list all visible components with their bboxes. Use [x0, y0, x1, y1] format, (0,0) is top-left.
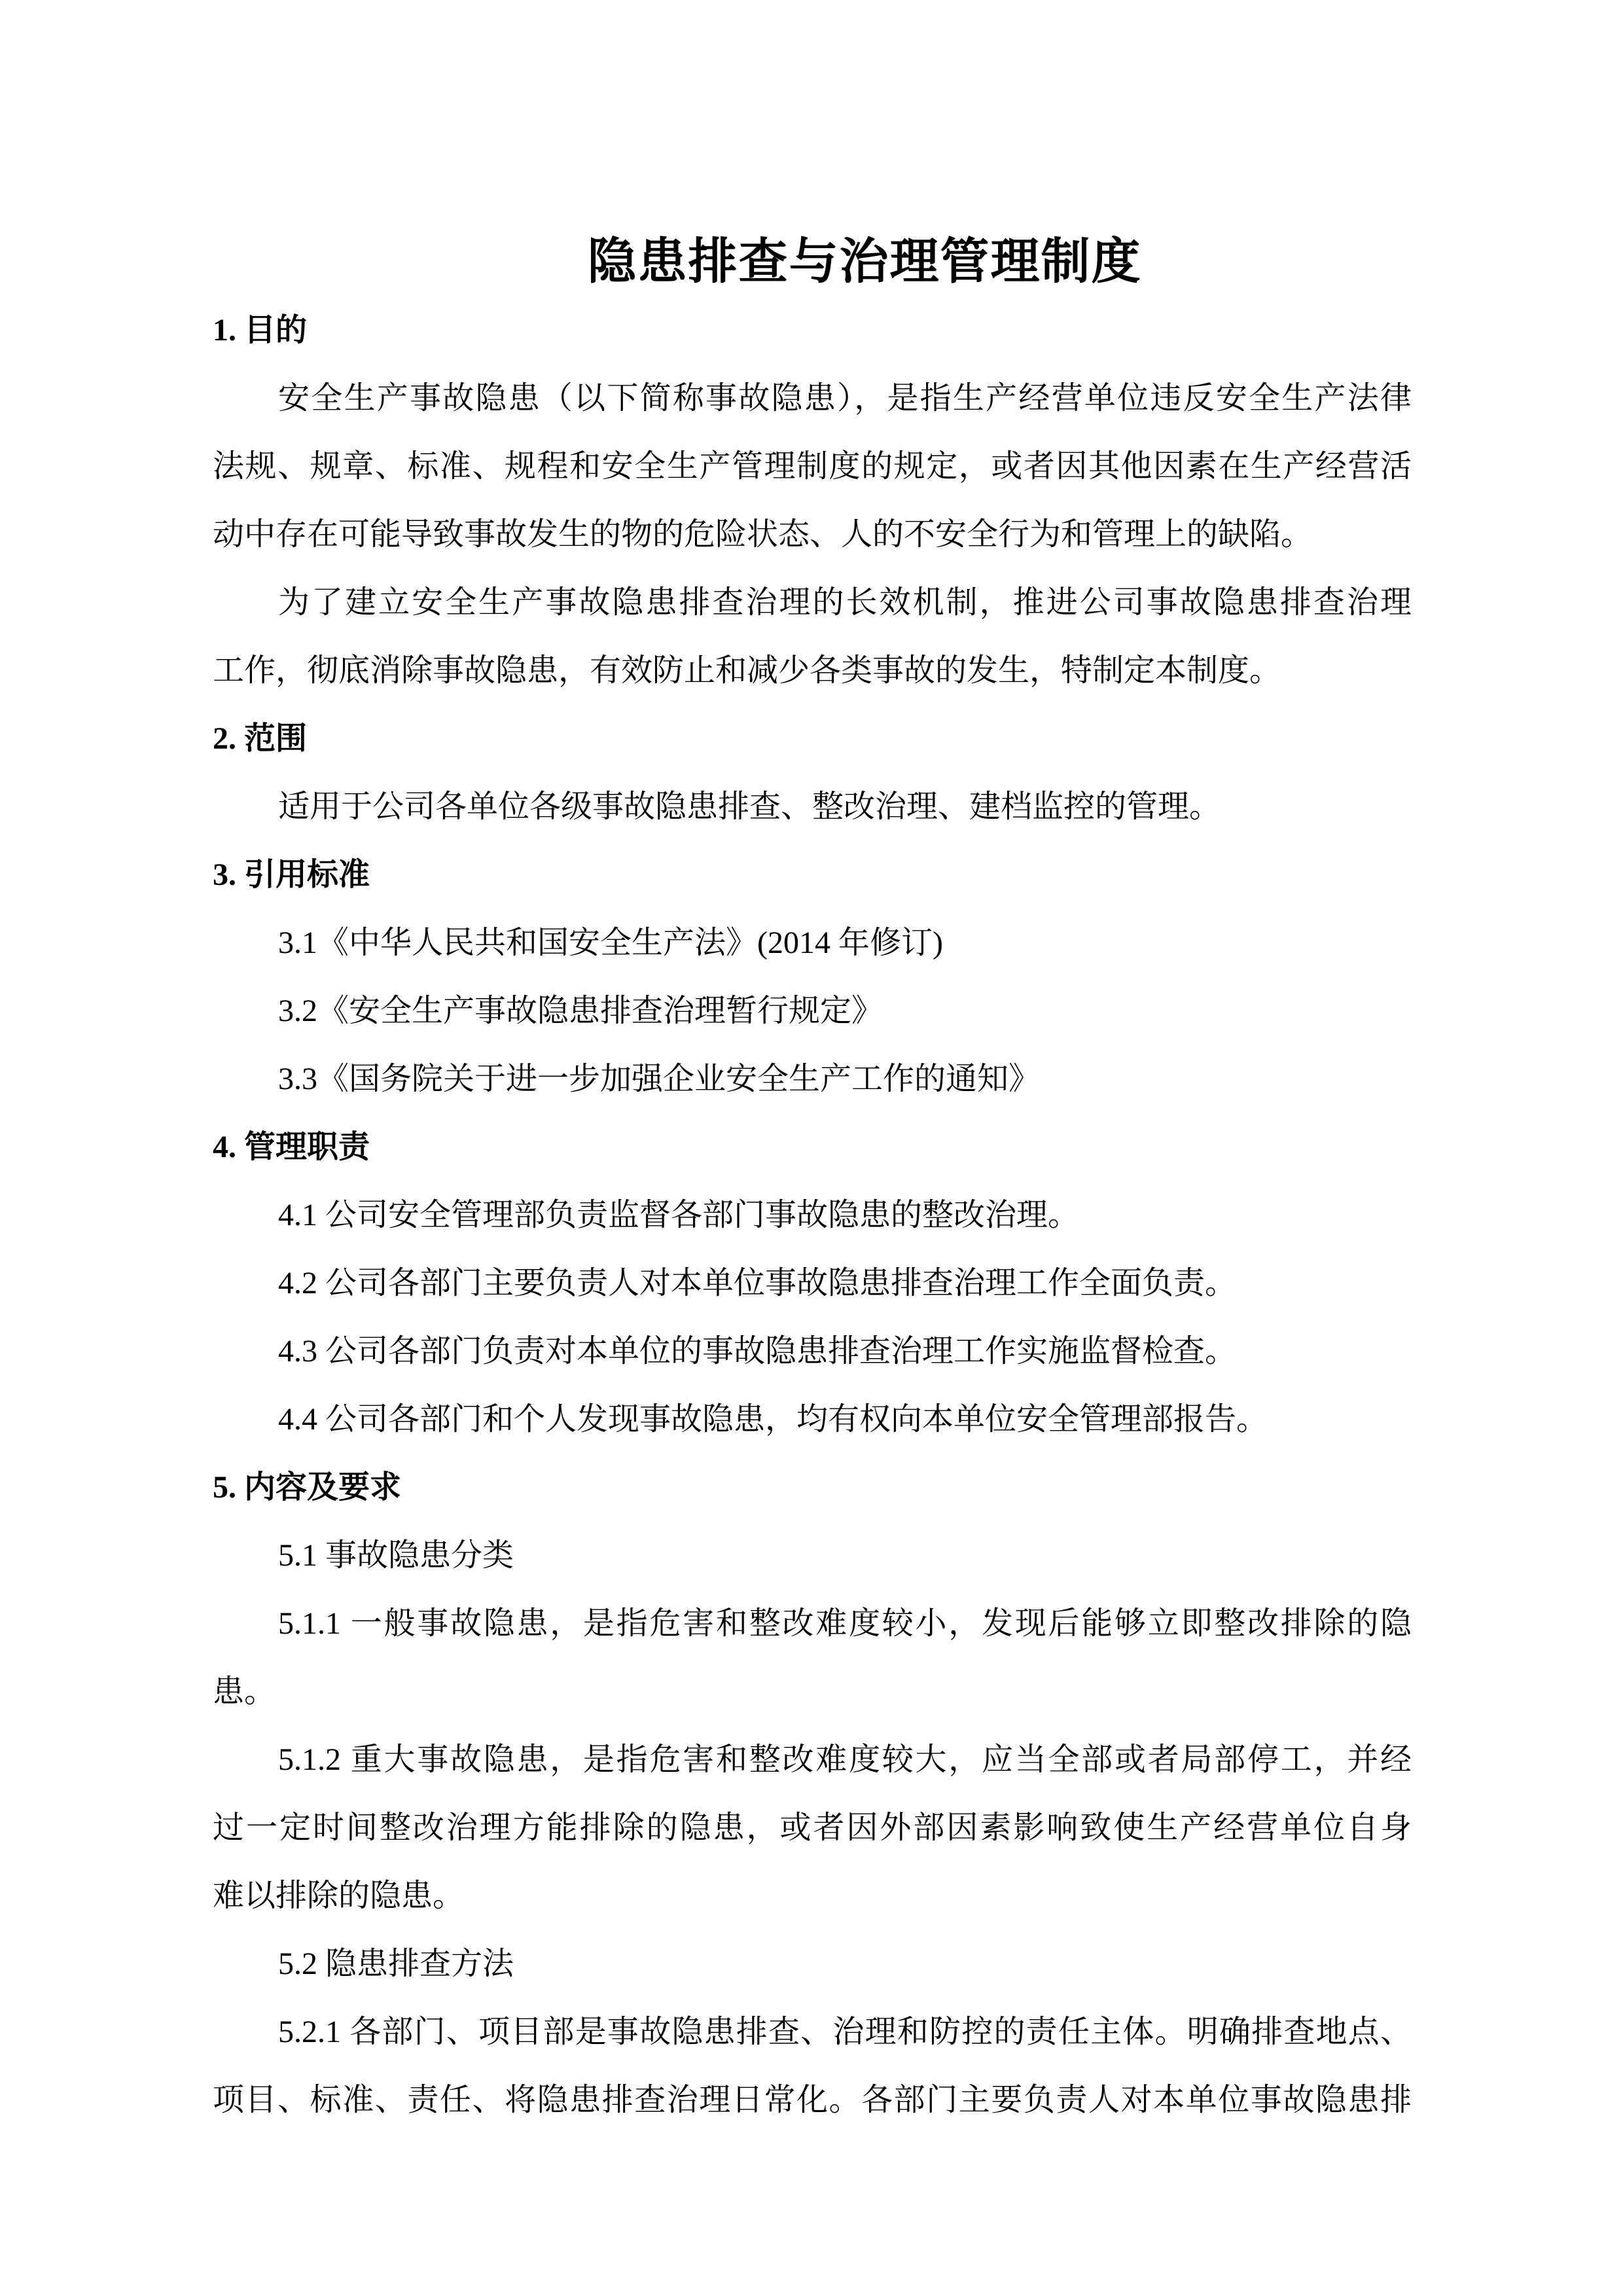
paragraph-line: 适用于公司各单位各级事故隐患排查、整改治理、建档监控的管理。 [278, 789, 1221, 824]
section-heading-scope: 2. 范围 [213, 721, 308, 756]
duty-item-4-4: 4.4 公司各部门和个人发现事故隐患，均有权向本单位安全管理部报告。 [278, 1402, 1268, 1437]
reference-item-3-2: 3.2《安全生产事故隐患排查治理暂行规定》 [278, 994, 883, 1028]
paragraph-line: 过一定时间整改治理方能排除的隐患，或者因外部因素影响致使生产经营单位自身 [213, 1810, 1412, 1845]
paragraph-line: 法规、规章、标准、规程和安全生产管理制度的规定，或者因其他因素在生产经营活 [213, 449, 1412, 484]
section-heading-duties: 4. 管理职责 [213, 1130, 370, 1164]
paragraph-line: 为了建立安全生产事故隐患排查治理的长效机制，推进公司事故隐患排查治理 [278, 585, 1412, 620]
subsection-5-2: 5.2 隐患排查方法 [278, 1946, 514, 1981]
paragraph-line: 5.1.1 一般事故隐患，是指危害和整改难度较小，发现后能够立即整改排除的隐 [278, 1606, 1412, 1641]
paragraph-line: 工作，彻底消除事故隐患，有效防止和减少各类事故的发生，特制定本制度。 [213, 653, 1281, 688]
paragraph-line: 难以排除的隐患。 [213, 1878, 465, 1913]
reference-item-3-1: 3.1《中华人民共和国安全生产法》(2014 年修订) [278, 925, 943, 960]
paragraph-line: 项目、标准、责任、将隐患排查治理日常化。各部门主要负责人对本单位事故隐患排 [213, 2083, 1412, 2117]
paragraph-line: 动中存在可能导致事故发生的物的危险状态、人的不安全行为和管理上的缺陷。 [213, 517, 1313, 552]
paragraph-line: 5.1.2 重大事故隐患，是指危害和整改难度较大，应当全部或者局部停工，并经 [278, 1742, 1412, 1777]
paragraph-line: 患。 [213, 1674, 276, 1709]
section-heading-references: 3. 引用标准 [213, 857, 370, 892]
document-title: 隐患排查与治理管理制度 [587, 235, 1142, 289]
section-heading-purpose: 1. 目的 [213, 313, 308, 348]
duty-item-4-2: 4.2 公司各部门主要负责人对本单位事故隐患排查治理工作全面负责。 [278, 1266, 1237, 1300]
paragraph-line: 安全生产事故隐患（以下简称事故隐患），是指生产经营单位违反安全生产法律 [278, 381, 1412, 416]
duty-item-4-3: 4.3 公司各部门负责对本单位的事故隐患排查治理工作实施监督检查。 [278, 1334, 1237, 1369]
section-heading-requirements: 5. 内容及要求 [213, 1470, 402, 1505]
reference-item-3-3: 3.3《国务院关于进一步加强企业安全生产工作的通知》 [278, 1062, 1041, 1096]
document-body [213, 0, 1412, 2134]
paragraph-line: 5.2.1 各部门、项目部是事故隐患排查、治理和防控的责任主体。明确排查地点、 [278, 2015, 1412, 2049]
subsection-5-1: 5.1 事故隐患分类 [278, 1538, 514, 1573]
duty-item-4-1: 4.1 公司安全管理部负责监督各部门事故隐患的整改治理。 [278, 1198, 1080, 1232]
